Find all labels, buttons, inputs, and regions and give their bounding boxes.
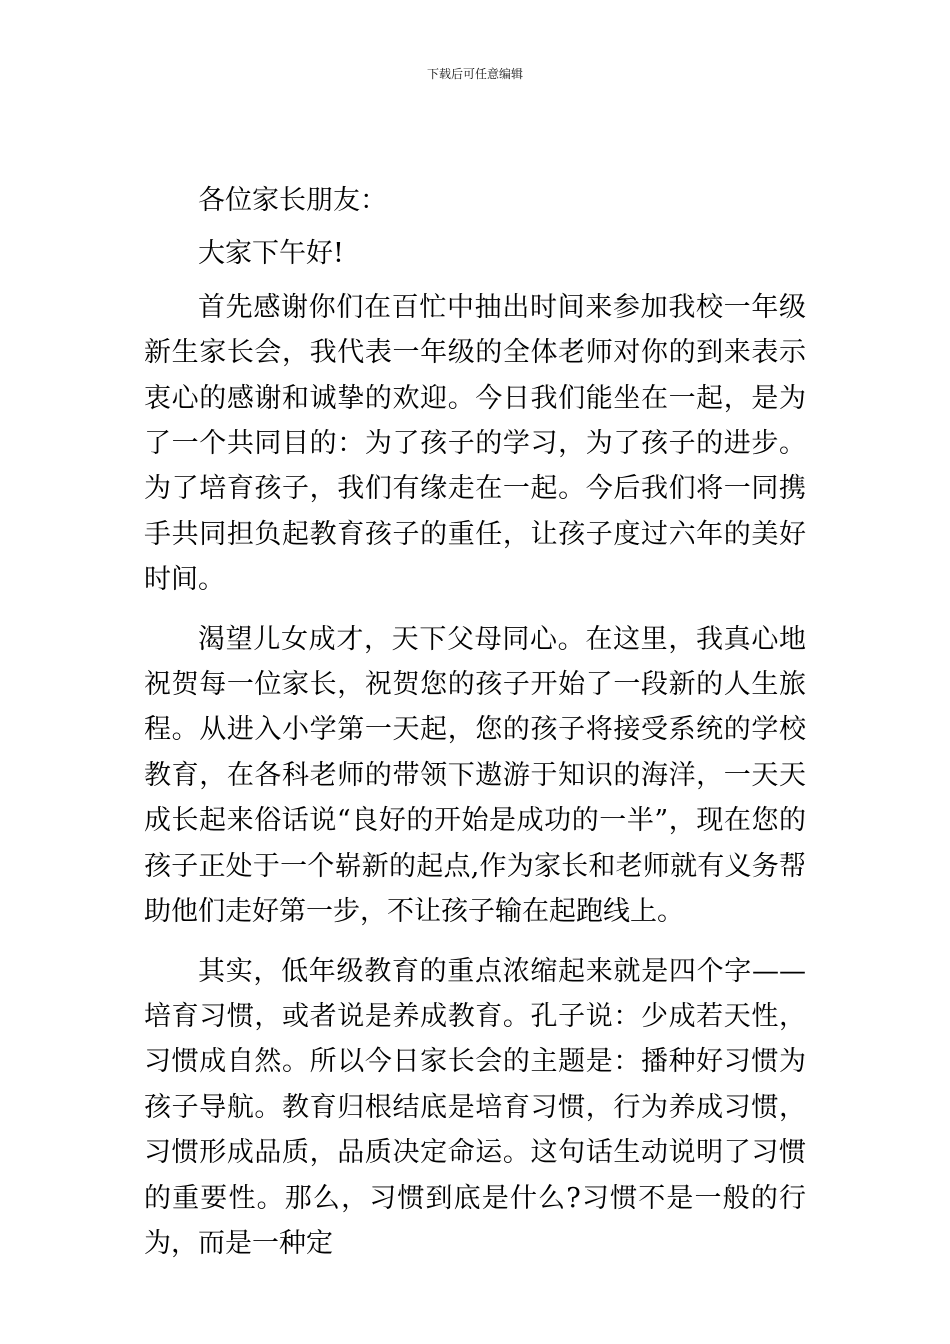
paragraph-1: 首先感谢你们在百忙中抽出时间来参加我校一年级新生家长会，我代表一年级的全体老师对你的到来表示衷心的感谢和诚挚的欢迎。今日我们能坐在一起，是为了一个共同目的：为了孩子的学习，为了孩子的进步。为了培育孩子，我们有缘走在一起。今后我们将一同携手共同担负起教育孩子的重任，让孩子度过六年的美好时间。 (144, 291, 806, 596)
greeting: 大家下午好! (198, 238, 344, 270)
salutation: 各位家长朋友： (198, 185, 387, 216)
document-body (144, 178, 806, 1266)
paragraph-2: 渴望儿女成才，天下父母同心。在这里，我真心地祝贺每一位家长，祝贺您的孩子开始了一段新的人生旅程。从进入小学第一天起，您的孩子将接受系统的学校教育，在各科老师的带领下遨游于知识的海洋，一天天成长起来俗话说“良好的开始是成功的一半”，现在您的孩子正处于一个崭新的起点,作为家长和老师就有义务帮助他们走好第一步，不让孩子输在起跑线上。 (144, 623, 806, 928)
page-header-note: 下载后可任意编辑 (426, 67, 523, 81)
paragraph-3: 其实，低年级教育的重点浓缩起来就是四个字——培育习惯，或者说是养成教育。孔子说：少成若天性，习惯成自然。所以今日家长会的主题是：播种好习惯为孩子导航。教育归根结底是培育习惯，行为养成习惯，习惯形成品质，品质决定命运。这句话生动说明了习惯的重要性。那么，习惯到底是什么?习惯不是一般的行为，而是一种定 (144, 955, 806, 1259)
